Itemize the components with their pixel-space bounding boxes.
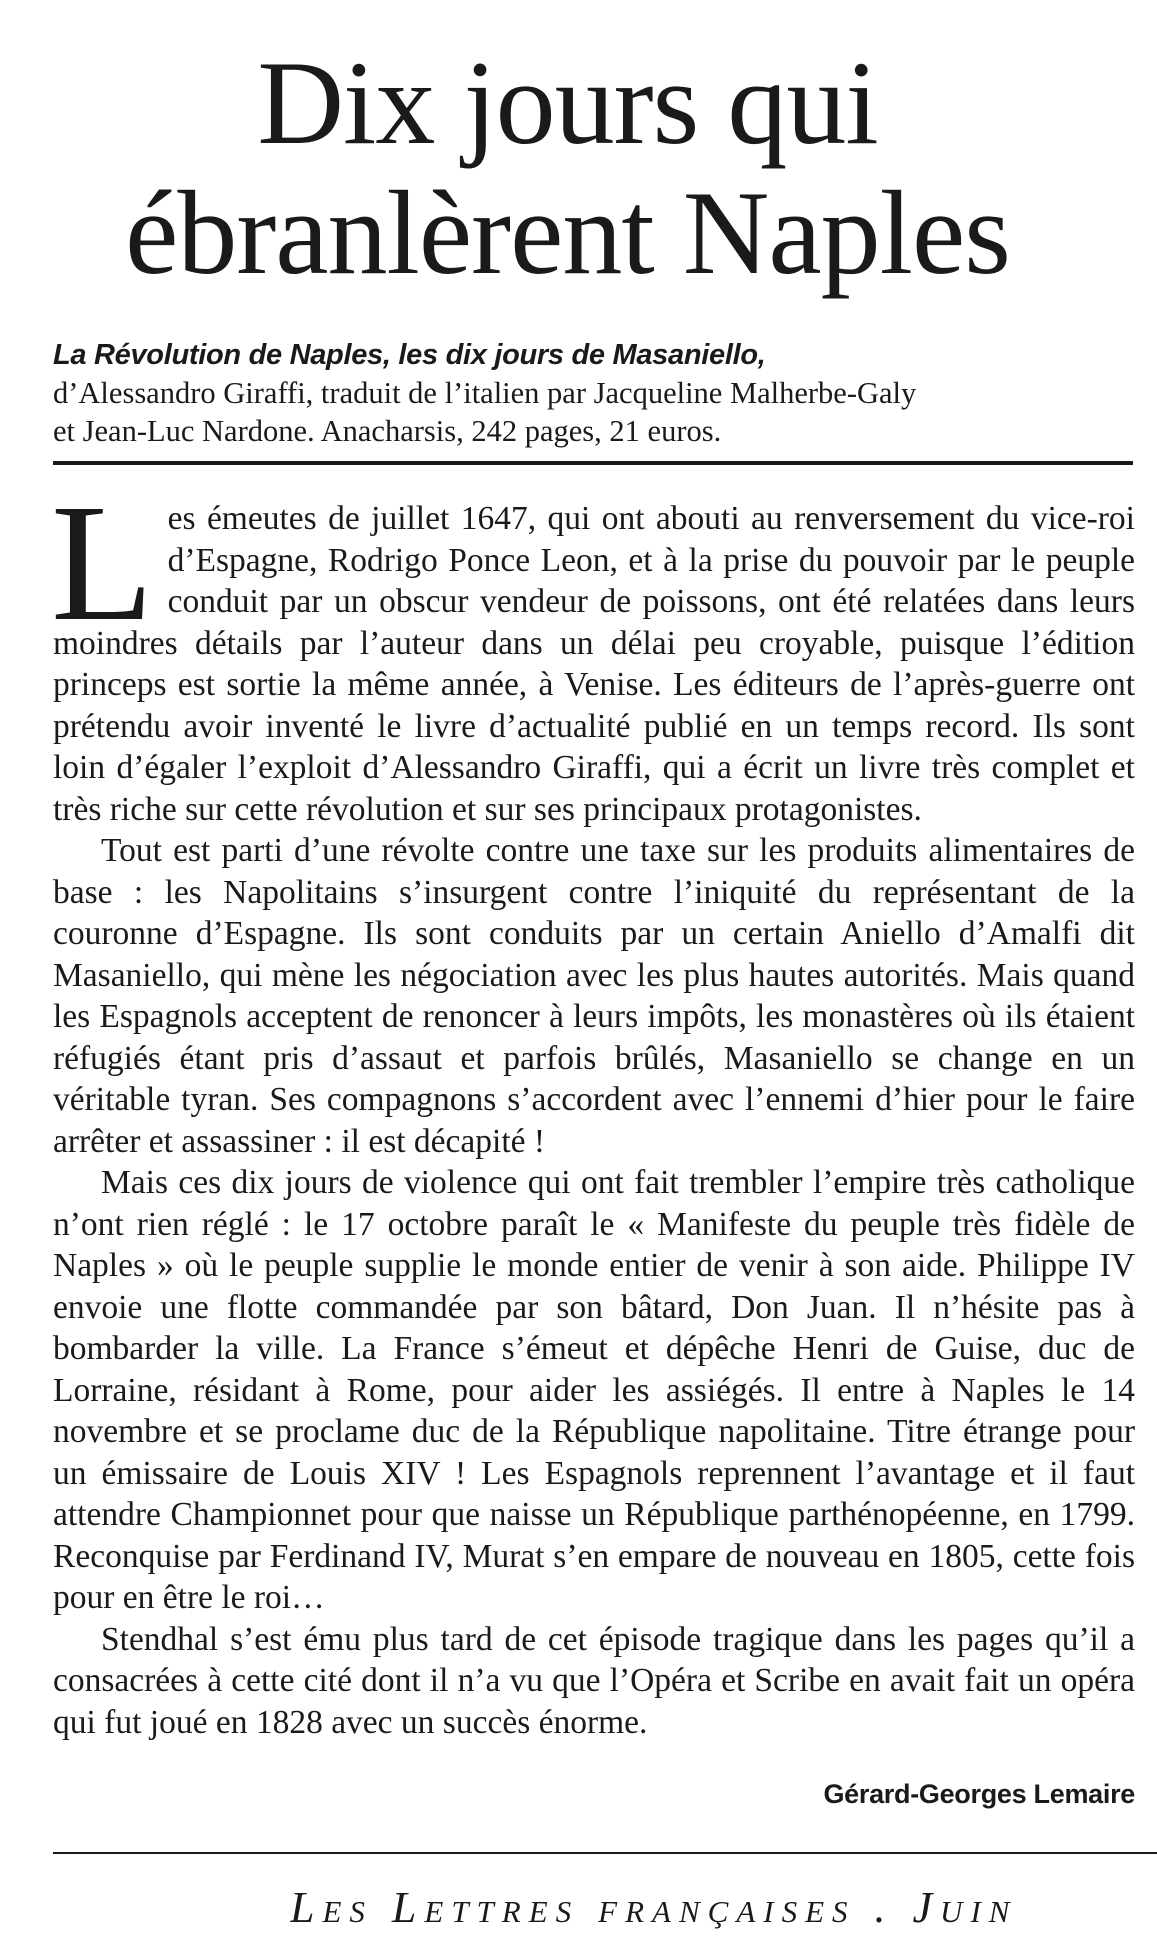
article-title — [55, 38, 1080, 298]
book-reference — [53, 336, 1133, 450]
paragraph-1 — [51, 470, 1135, 830]
article-title-line-1: Dix jours qui — [257, 36, 878, 169]
author-signature: Gérard-Georges Lemaire — [823, 1779, 1135, 1809]
book-details-line-2: et Jean-Luc Nardone. Anacharsis, 242 pages, 21 euros. — [53, 414, 722, 448]
paragraph-2: Tout est parti d’une révolte contre une taxe sur les produits alimentaires de base : les Napolitains s’insurgent contre l’iniquité du représentant de la couronne d’Espagne. Ils sont conduits par un certain Aniello d’Amalfi dit Masaniello, qui mène les négociation avec les plus hautes autorités. Mais quand les Espagnols acceptent de renoncer à leurs impôts, les monastères où ils étaient réfugiés étant pris d’assaut et parfois brûlés, Masaniello se change en un véritable tyran. Ses compagnons s’accordent avec l’ennemi d’hier pour le faire arrêter et assassiner : il est décapité ! — [53, 832, 1135, 1160]
footer-divider — [53, 1852, 1157, 1854]
article-body — [51, 470, 1135, 1743]
paragraph-4: Stendhal s’est ému plus tard de cet épisode tragique dans les pages qu’il a consacrées à cette cité dont il n’a vu que l’Opéra et Scribe en avait fait un opéra qui fut joué en 1828 avec un succès énorme. — [53, 1620, 1135, 1741]
drop-cap: L — [51, 470, 154, 656]
paragraph-3: Mais ces dix jours de violence qui ont fait trembler l’empire très catholique n’ont rien réglé : le 17 octobre paraît le « Manifeste du peuple très fidèle de Naples » où le peuple supplie le monde entier de venir à son aide. Philippe IV envoie une flotte commandée par son bâtard, Don Juan. Il n’hésite pas à bombarder la ville. La France s’émeut et dépêche Henri de Guise, duc de Lorraine, résidant à Rome, pour aider les assiégés. Il entre à Naples le 14 novembre et se proclame duc de la République napolitaine. Titre étrange pour un émissaire de Louis XIV ! Les Espagnols reprennent l’avantage et il faut attendre Championnet pour que naisse un République parthénopéenne, en 1799. Reconquise par Ferdinand IV, Murat s’en empare de nouveau en 1805, cette fois pour en être le roi… — [53, 1164, 1135, 1616]
book-details-line-1: d’Alessandro Giraffi, traduit de l’italien par Jacqueline Malherbe-Galy — [53, 376, 917, 410]
book-title: La Révolution de Naples, les dix jours de Masaniello, — [53, 339, 766, 371]
running-footer: Les Lettres françaises . Juin — [290, 1883, 1018, 1932]
header-divider — [53, 461, 1133, 465]
article-title-line-2: ébranlèrent Naples — [125, 166, 1010, 299]
paragraph-1-text: es émeutes de juillet 1647, qui ont abouti au renversement du vice-roi d’Espagne, Rodrigo Ponce Leon, et à la prise du pouvoir par le peuple conduit par un obscur vendeur de poissons, ont été relatées dans leurs moindres détails par l’auteur dans un délai peu croyable, puisque l’édition princeps est sortie la même année, à Venise. Les éditeurs de l’après-guerre ont prétendu avoir inventé le livre d’actualité publié en un temps record. Ils sont loin d’égaler l’exploit d’Alessandro Giraffi, qui a écrit un livre très complet et très riche sur cette révolution et sur ses principaux protagonistes. — [53, 500, 1135, 828]
